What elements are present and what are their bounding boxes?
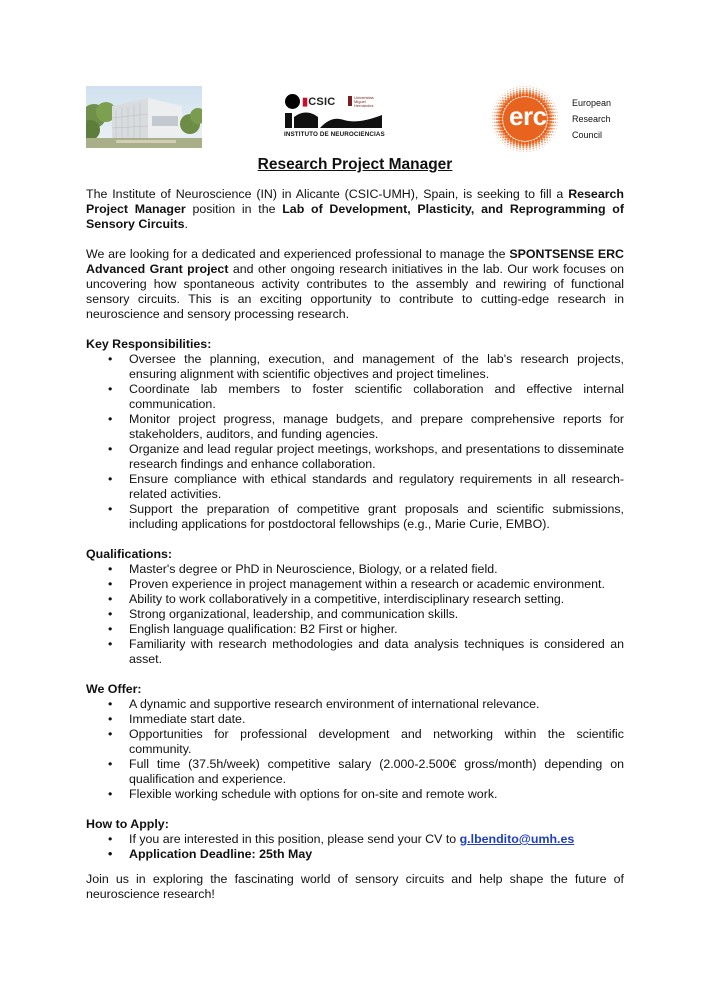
closing-paragraph: Join us in exploring the fascinating world of sensory circuits and help shape the future of neuroscience research! bbox=[86, 872, 624, 901]
list-item: • Ensure compliance with ethical standards and regulatory requirements in all research-related activities. bbox=[86, 472, 624, 502]
lab-name: Lab of Development, Plasticity, and Reprogramming of Sensory Circuits bbox=[86, 202, 624, 231]
list-item: • English language qualification: B2 First or higher. bbox=[86, 622, 624, 637]
erc-line-1: European bbox=[572, 98, 612, 108]
list-item: • Strong organizational, leadership, and communication skills. bbox=[86, 607, 624, 622]
list-item: • Flexible working schedule with options for on-site and remote work. bbox=[86, 787, 624, 802]
intro-text: The Institute of Neuroscience (IN) in Alicante (CSIC-UMH), Spain, is seeking to fill a bbox=[86, 187, 569, 201]
offer-list bbox=[86, 697, 624, 802]
qualifications-heading: Qualifications: bbox=[86, 547, 173, 561]
offer-heading: We Offer: bbox=[86, 682, 142, 696]
application-deadline: • Application Deadline: 25th May bbox=[86, 847, 624, 862]
list-item: • Monitor project progress, manage budgets, and prepare comprehensive reports for stakeholders, auditors, and funding agencies. bbox=[86, 412, 624, 442]
erc-logo-word: erc bbox=[509, 101, 547, 131]
intro-text: position in the bbox=[185, 202, 283, 216]
instituto-neurociencias-logo bbox=[282, 94, 392, 142]
erc-line-2: Research bbox=[572, 114, 611, 124]
intro-paragraph-2 bbox=[86, 247, 624, 322]
intro-text: . bbox=[184, 217, 188, 231]
apply-text: If you are interested in this position, please send your CV to bbox=[129, 832, 460, 846]
list-item: • Oversee the planning, execution, and management of the lab's research projects, ensuring alignment with scientific objectives and project timelines. bbox=[86, 352, 624, 382]
qualifications-list bbox=[86, 562, 624, 667]
list-item: • Opportunities for professional development and networking within the scientific community. bbox=[86, 727, 624, 757]
umh-logo-text: Universitas Miguel Hernández bbox=[354, 95, 374, 109]
list-item bbox=[86, 832, 624, 847]
grant-name: SPONTSENSE ERC Advanced Grant project bbox=[86, 247, 624, 276]
umh-mark bbox=[348, 96, 352, 106]
document-body bbox=[86, 187, 624, 902]
logo-header bbox=[0, 0, 710, 150]
contact-email-link[interactable]: g.lbendito@umh.es bbox=[459, 832, 575, 846]
responsibilities-list bbox=[86, 352, 624, 532]
csic-logo-text: ▮CSIC bbox=[302, 96, 336, 108]
apply-heading: How to Apply: bbox=[86, 817, 169, 831]
list-item: • Immediate start date. bbox=[86, 712, 624, 727]
list-item: • Support the preparation of competitive grant proposals and scientific submissions, including applications for postdoctoral fellowships (e.g., Marie Curie, EMBO). bbox=[86, 502, 624, 532]
list-item: • Familiarity with research methodologies and data analysis techniques is considered an asset. bbox=[86, 637, 624, 667]
erc-line-3: Council bbox=[572, 130, 603, 140]
page-title: Research Project Manager bbox=[257, 156, 453, 173]
list-item: • A dynamic and supportive research environment of international relevance. bbox=[86, 697, 624, 712]
erc-logo-text bbox=[572, 95, 611, 143]
institute-building-image bbox=[86, 86, 202, 148]
intro-paragraph-1 bbox=[86, 187, 624, 232]
list-item: • Coordinate lab members to foster scientific collaboration and effective internal communication. bbox=[86, 382, 624, 412]
list-item: • Full time (37.5h/week) competitive salary (2.000-2.500€ gross/month) depending on qualification and experience. bbox=[86, 757, 624, 787]
in-caption: INSTITUTO DE NEUROCIENCIAS bbox=[284, 131, 385, 138]
list-item: • Ability to work collaboratively in a competitive, interdisciplinary research setting. bbox=[86, 592, 624, 607]
list-item: • Organize and lead regular project meetings, workshops, and presentations to disseminate research findings and enhance collaboration. bbox=[86, 442, 624, 472]
list-item: • Master's degree or PhD in Neuroscience, Biology, or a related field. bbox=[86, 562, 624, 577]
in-dot-mark bbox=[285, 94, 300, 109]
intro-text: We are looking for a dedicated and experienced professional to manage the bbox=[86, 247, 510, 261]
erc-logo bbox=[480, 86, 630, 152]
in-wave-mark bbox=[284, 111, 384, 131]
intro-text: and other ongoing research initiatives in the lab. Our work focuses on uncovering how spontaneous activity contributes to the assembly and rewiring of functional sensory circuits. This is an exciting opportunity to contribute to cutting-edge research in neuroscience and sensory processing research. bbox=[86, 262, 624, 321]
list-item: • Proven experience in project management within a research or academic environment. bbox=[86, 577, 624, 592]
position-name: Research Project Manager bbox=[86, 187, 624, 216]
apply-list bbox=[86, 832, 624, 862]
responsibilities-heading: Key Responsibilities: bbox=[86, 337, 212, 351]
